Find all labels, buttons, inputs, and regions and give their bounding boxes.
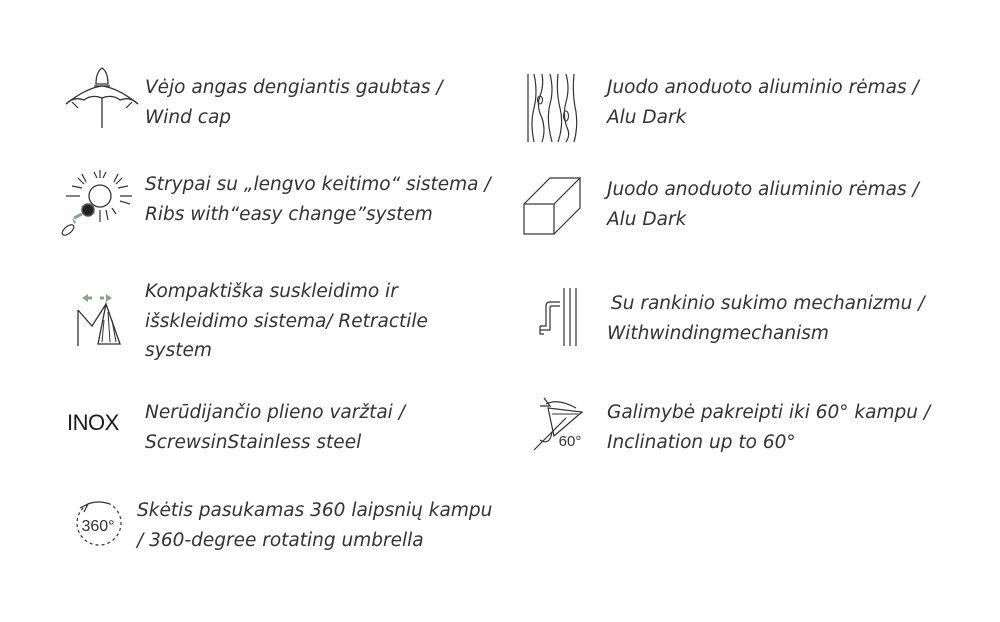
feature-alu-frame-2: Juodo anoduoto aliuminio rėmas / Alu Dark xyxy=(607,179,919,230)
rotate-360-icon xyxy=(70,498,126,550)
feature-retractile: Kompaktiška suskleidimo ir išskleidimo sistema/ Retractile system xyxy=(145,281,428,361)
svg-text:60°: 60° xyxy=(558,433,582,450)
tilt-60-icon xyxy=(530,396,588,454)
inox-icon: INOX xyxy=(67,410,119,435)
feature-alu-frame-1: Juodo anoduoto aliuminio rėmas / Alu Dark xyxy=(607,77,919,128)
feature-winding: Su rankinio sukimo mechanizmu / Withwindingmechanism xyxy=(607,293,925,344)
feature-inclination: Galimybė pakreipti iki 60° kampu / Inclination up to 60° xyxy=(607,402,931,453)
feature-rotate360: Skėtis pasukamas 360 laipsnių kampu / 360-degree rotating umbrella xyxy=(137,500,493,551)
feature-inox: Nerūdijančio plieno varžtai / ScrewsinStainless steel xyxy=(145,402,405,453)
feature-wind-cap: Vėjo angas dengiantis gaubtas / Wind cap xyxy=(145,77,443,128)
ribs-easy-change-icon xyxy=(60,168,134,240)
feature-ribs: Strypai su „lengvo keitimo“ sistema / Ribs with“easy change”system xyxy=(145,174,491,225)
svg-text:360°: 360° xyxy=(81,518,115,535)
wood-grain-frame-icon xyxy=(526,72,580,144)
retractile-system-icon xyxy=(74,290,126,350)
crank-mechanism-icon xyxy=(538,286,582,348)
square-profile-frame-icon xyxy=(522,176,584,238)
umbrella-wind-cap-icon xyxy=(64,64,140,130)
